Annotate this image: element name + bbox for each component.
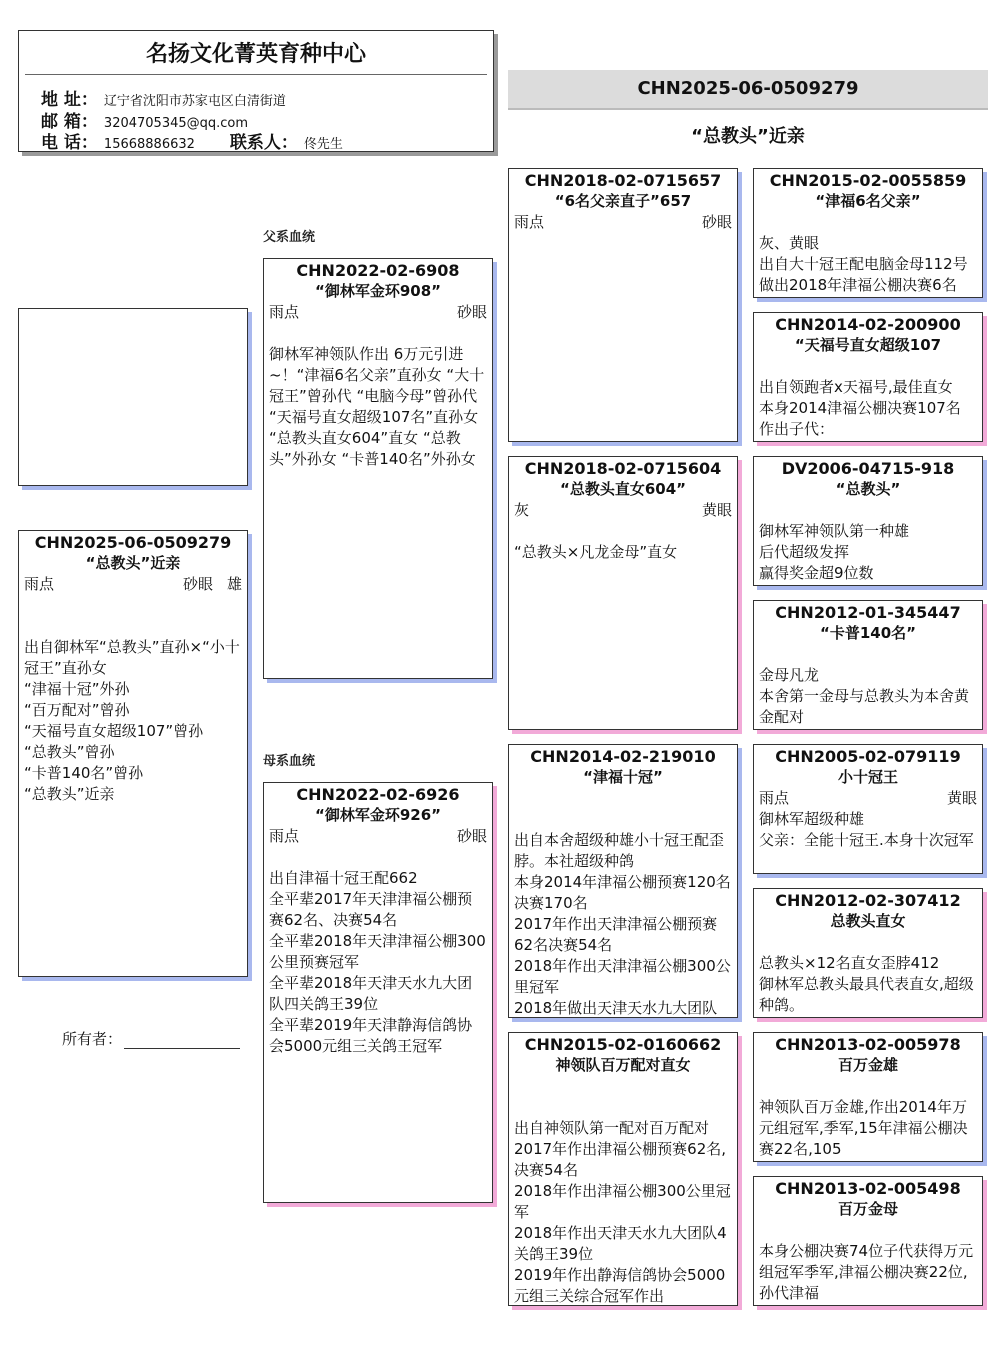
sss-color: 灰、黄眼	[759, 234, 820, 252]
sdd-card	[753, 600, 983, 730]
sdd-name: “卡普140名”	[819, 624, 917, 642]
dam-traits	[264, 826, 492, 847]
sire-notes: 御林军神领队作出 6万元引进~！“津福6名父亲”直孙女 “大十冠王”曾孙代 “电脑今母”曾孙代 “天福号直女超级107名”直孙女 “总教头直女604”直女 “总教头”外孙女 “卡普140名”外孙女	[269, 345, 485, 468]
dam-line-label: 母系血统	[263, 754, 316, 769]
dss-name: 小十冠王	[837, 768, 898, 786]
main-ring-banner	[508, 70, 988, 110]
dss-ring: CHN2005-02-079119	[775, 747, 961, 766]
ds-ring: CHN2014-02-219010	[530, 747, 716, 766]
ddd-name: 百万金母	[837, 1200, 898, 1218]
sss-ring: CHN2015-02-0055859	[769, 171, 967, 190]
address-value: 辽宁省沈阳市苏家屯区白清街道	[103, 94, 286, 109]
subject-sex: 雄	[226, 575, 242, 593]
ds-name: “津福十冠”	[583, 768, 663, 786]
dam-sire-card	[508, 744, 738, 1018]
dam-card	[263, 782, 493, 1203]
owner-line	[62, 1028, 240, 1049]
dss-eye: 黄眼	[946, 789, 977, 807]
ddd-notes: 本身公棚决赛74位子代获得万元组冠军季军,津福公棚决赛22位,孙代津福	[759, 1242, 974, 1302]
dds-notes: 神领队百万金雄,作出2014年万元组冠军,季军,15年津福公棚决赛22名,105	[759, 1098, 968, 1158]
header-divider	[25, 74, 487, 75]
ds-notes: 出自本舍超级种雄小十冠王配歪脖。本社超级种鸽 本身2014年津福公棚预赛120名决赛170名 2017年作出天津津福公棚预赛62名决赛54名 2018年作出天津津福公棚300公里冠军 2018年做出天津天水九大团队	[514, 831, 731, 1017]
sdd-ring: CHN2012-01-345447	[775, 603, 961, 622]
sds-ring: DV2006-04715-918	[781, 459, 955, 478]
photo-frame	[18, 308, 248, 486]
sd-color: 灰	[514, 501, 530, 519]
dsd-card	[753, 888, 983, 1018]
dds-ring: CHN2013-02-005978	[775, 1035, 961, 1054]
ss-color: 雨点	[514, 213, 545, 231]
sss-name: “津福6名父亲”	[815, 192, 921, 210]
sire-name: “御林军金环908”	[314, 282, 442, 300]
sire-sire-card	[508, 168, 738, 442]
dds-card	[753, 1032, 983, 1162]
dds-name: 百万金雄	[837, 1056, 898, 1074]
sire-card	[263, 258, 493, 679]
email-label: 邮 箱：	[41, 112, 98, 132]
sire-dam-card	[508, 456, 738, 730]
phone-value: 15668886632	[103, 137, 195, 152]
dam-color: 雨点	[269, 827, 300, 845]
dam-name: “御林军金环926”	[314, 806, 442, 824]
sire-traits	[264, 302, 492, 323]
breeder-title: 名扬文化菁英育种中心	[145, 42, 366, 67]
subject-eye: 砂眼	[182, 575, 213, 593]
dd-ring: CHN2015-02-0160662	[524, 1035, 722, 1054]
dam-eye: 砂眼	[456, 827, 487, 845]
sds-name: “总教头”	[835, 480, 901, 498]
dd-name: 神领队百万配对直女	[555, 1056, 691, 1074]
sd-name: “总教头直女604”	[559, 480, 687, 498]
sd-traits	[509, 500, 737, 521]
subject-color: 雨点	[24, 575, 55, 593]
sss-card	[753, 168, 983, 298]
owner-label: 所有者：	[62, 1030, 123, 1048]
ssd-card	[753, 312, 983, 442]
contact-label: 联系人：	[229, 133, 298, 152]
subject-card	[18, 530, 248, 977]
sds-card	[753, 456, 983, 586]
dss-notes: 御林军超级种雄 父亲：全能十冠王.本身十次冠军	[759, 810, 974, 849]
main-ring-number: CHN2025-06-0509279	[637, 78, 859, 99]
ssd-name: “天福号直女超级107	[794, 336, 942, 354]
ddd-ring: CHN2013-02-005498	[775, 1179, 961, 1198]
address-label: 地 址：	[41, 90, 98, 110]
sd-eye: 黄眼	[701, 501, 732, 519]
dd-notes: 出自神领队第一配对百万配对 2017年作出津福公棚预赛62名,决赛54名 2018年作出津福公棚300公里冠军 2018年作出天津天水九大团队4关鸽王39位 2019年作出静海信鸽协会5000元组三关综合冠军作出	[514, 1119, 731, 1305]
dss-card	[753, 744, 983, 874]
phone-label: 电 话：	[41, 133, 98, 152]
dss-color: 雨点	[759, 789, 790, 807]
contact-value: 佟先生	[303, 137, 343, 152]
subject-name: “总教头”近亲	[85, 554, 181, 572]
dss-traits	[754, 788, 982, 809]
subject-traits	[19, 574, 247, 595]
ss-traits	[509, 212, 737, 233]
sss-notes: 出自大十冠王配电脑金母112号 做出2018年津福公棚决赛6名	[759, 255, 968, 294]
ssd-ring: CHN2014-02-200900	[775, 315, 961, 334]
sire-ring: CHN2022-02-6908	[296, 261, 460, 280]
sire-line-label: 父系血统	[263, 230, 316, 245]
dam-dam-card	[508, 1032, 738, 1306]
dsd-name: 总教头直女	[830, 912, 906, 930]
subject-ring: CHN2025-06-0509279	[34, 533, 232, 552]
breeder-header-card	[18, 30, 494, 152]
dam-notes: 出自津福十冠王配662 全平辈2017年天津津福公棚预赛62名、决赛54名 全平辈2018年天津津福公棚300公里预赛冠军 全平辈2018年天津天水九大团队四关鸽王39位 全平辈2019年天津静海信鸽协会5000元组三关鸽王冠军	[269, 869, 486, 1055]
dsd-notes: 总教头×12名直女歪脖412 御林军总教头最具代表直女,超级种鸽。	[759, 954, 974, 1014]
dsd-ring: CHN2012-02-307412	[775, 891, 961, 910]
sd-notes: “总教头×凡龙金母”直女	[514, 543, 678, 561]
email-value: 3204705345@qq.com	[103, 116, 249, 131]
sire-color: 雨点	[269, 303, 300, 321]
ddd-card	[753, 1176, 983, 1306]
main-name: “总教头”近亲	[691, 126, 805, 147]
ssd-notes: 出自领跑者x天福号,最佳直女 本身2014津福公棚决赛107名 作出子代：	[759, 378, 961, 438]
ss-ring: CHN2018-02-0715657	[524, 171, 722, 190]
sd-ring: CHN2018-02-0715604	[524, 459, 722, 478]
dam-ring: CHN2022-02-6926	[296, 785, 460, 804]
ss-name: “6名父亲直子”657	[554, 192, 692, 210]
sdd-notes: 金母凡龙 本舍第一金母与总教头为本舍黄金配对	[759, 666, 970, 726]
owner-blank	[124, 1032, 240, 1049]
ss-eye: 砂眼	[701, 213, 732, 231]
sds-notes: 御林军神领队第一种雄 后代超级发挥 赢得奖金超9位数	[759, 522, 910, 582]
phone-row	[41, 128, 343, 152]
sire-eye: 砂眼	[456, 303, 487, 321]
subject-notes: 出自御林军“总教头”直孙×“小十冠王”直孙女 “津福十冠”外孙 “百万配对”曾孙 “天福号直女超级107”曾孙 “总教头”曾孙 “卡普140名”曾孙 “总教头”近亲	[24, 638, 240, 803]
